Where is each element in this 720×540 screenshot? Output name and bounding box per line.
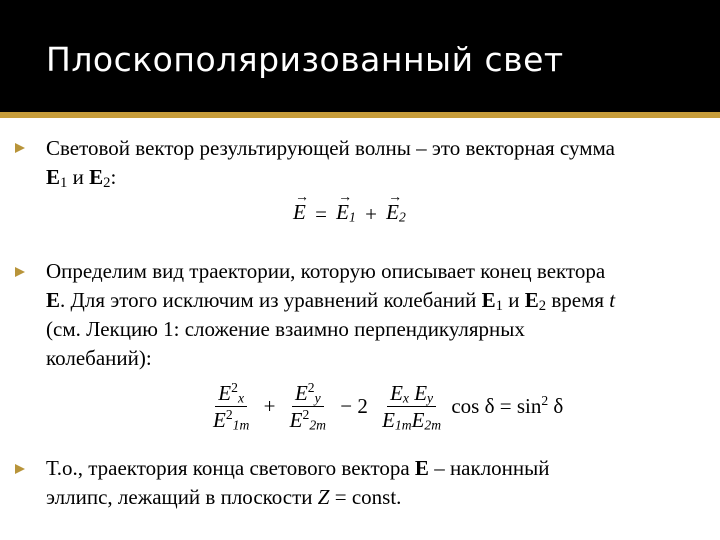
symbol-t: t xyxy=(609,288,616,312)
text-span: Световой вектор результирующей волны – это векторная сумма xyxy=(46,136,615,160)
eq-symbol: E xyxy=(294,381,308,405)
subscript: x xyxy=(402,390,409,406)
fraction-denominator xyxy=(210,407,252,433)
fraction-numerator xyxy=(292,380,324,407)
eq-operator: = xyxy=(315,201,327,226)
symbol-e2: E xyxy=(89,165,104,189)
slide-title: Плоскополяризованный свет xyxy=(46,40,564,79)
eq-symbol: E xyxy=(390,381,403,405)
paragraph-line xyxy=(46,257,706,286)
eq-symbol: E xyxy=(218,381,232,405)
eq-symbol: E xyxy=(336,200,349,224)
bullet-icon xyxy=(15,464,25,474)
fraction-cross xyxy=(379,380,444,433)
eq-symbol: E xyxy=(411,408,425,432)
subscript: 1m xyxy=(232,417,250,433)
paragraph-line xyxy=(46,483,706,512)
symbol-e2: E xyxy=(524,288,539,312)
text-span: = const. xyxy=(329,485,402,509)
bullet-icon xyxy=(15,143,25,153)
eq-text: cos δ = sin xyxy=(451,394,542,418)
vector-e2 xyxy=(386,190,403,225)
text-span: колебаний): xyxy=(46,346,152,370)
text-span: : xyxy=(110,165,117,189)
paragraph-line xyxy=(46,315,706,344)
eq-operator: + xyxy=(365,201,377,226)
paragraph-line xyxy=(46,344,706,373)
subscript: 1 xyxy=(349,209,356,225)
paragraph-vector-sum xyxy=(46,134,706,192)
eq-symbol: E xyxy=(213,408,226,432)
paragraph-line xyxy=(46,134,706,163)
eq-symbol: E xyxy=(382,408,395,432)
arrow-icon: → xyxy=(338,190,353,205)
subscript: y xyxy=(314,390,321,406)
title-underline xyxy=(0,112,720,118)
text-span: . Для этого исключим из уравнений колебаний xyxy=(60,288,482,312)
text-span: и xyxy=(503,288,525,312)
eq-symbol: E xyxy=(414,381,428,405)
arrow-icon: → xyxy=(295,190,309,205)
subscript: 1 xyxy=(495,297,503,314)
vector-e xyxy=(293,190,309,225)
superscript: 2 xyxy=(307,379,315,395)
equation-ellipse xyxy=(208,380,567,433)
bullet-icon xyxy=(15,267,25,277)
arrow-icon: → xyxy=(388,190,403,205)
vector-e1 xyxy=(336,190,353,225)
superscript: 2 xyxy=(302,406,310,422)
subscript: x xyxy=(237,390,245,406)
text-span: (см. Лекцию 1: сложение взаимно перпендикулярных xyxy=(46,317,525,341)
eq-text: δ xyxy=(548,394,564,418)
eq-operator: + xyxy=(263,394,276,418)
superscript: 2 xyxy=(541,392,549,408)
text-span: Т.о., траектория конца светового вектора xyxy=(46,456,415,480)
fraction-ex xyxy=(210,380,252,433)
symbol-e1: E xyxy=(46,165,61,189)
fraction-numerator xyxy=(215,380,247,407)
text-span: – наклонный xyxy=(428,456,550,480)
text-span: Определим вид траектории, которую описывает конец вектора xyxy=(46,259,606,283)
subscript: 2m xyxy=(309,417,326,433)
subscript: y xyxy=(427,390,434,406)
equation-vector-sum xyxy=(293,190,406,227)
fraction-denominator xyxy=(379,407,444,433)
title-bar xyxy=(0,0,720,112)
superscript: 2 xyxy=(231,379,238,395)
subscript: 1 xyxy=(60,174,68,191)
text-span: и xyxy=(67,165,90,189)
subscript: 1m xyxy=(394,417,412,433)
symbol-e: E xyxy=(414,456,429,480)
text-span: эллипс, лежащий в плоскости xyxy=(46,485,318,509)
eq-symbol: E xyxy=(289,408,303,432)
paragraph-line xyxy=(46,163,706,192)
eq-symbol: E xyxy=(293,200,306,224)
subscript: 2 xyxy=(538,297,547,314)
paragraph-conclusion xyxy=(46,454,706,512)
fraction-denominator xyxy=(287,407,329,433)
fraction-numerator xyxy=(387,380,436,407)
eq-rhs xyxy=(451,394,563,419)
eq-operator: − 2 xyxy=(340,394,368,418)
paragraph-line xyxy=(46,286,706,315)
symbol-e1: E xyxy=(481,288,496,312)
paragraph-line xyxy=(46,454,706,483)
eq-symbol: E xyxy=(386,200,399,224)
text-span: время xyxy=(546,288,610,312)
subscript: 2 xyxy=(103,174,111,191)
symbol-e: E xyxy=(46,288,61,312)
fraction-ey xyxy=(287,380,329,433)
subscript: 2m xyxy=(424,417,442,433)
paragraph-trajectory xyxy=(46,257,706,373)
superscript: 2 xyxy=(225,406,233,422)
symbol-z: Z xyxy=(317,485,330,509)
subscript: 2 xyxy=(399,209,406,225)
